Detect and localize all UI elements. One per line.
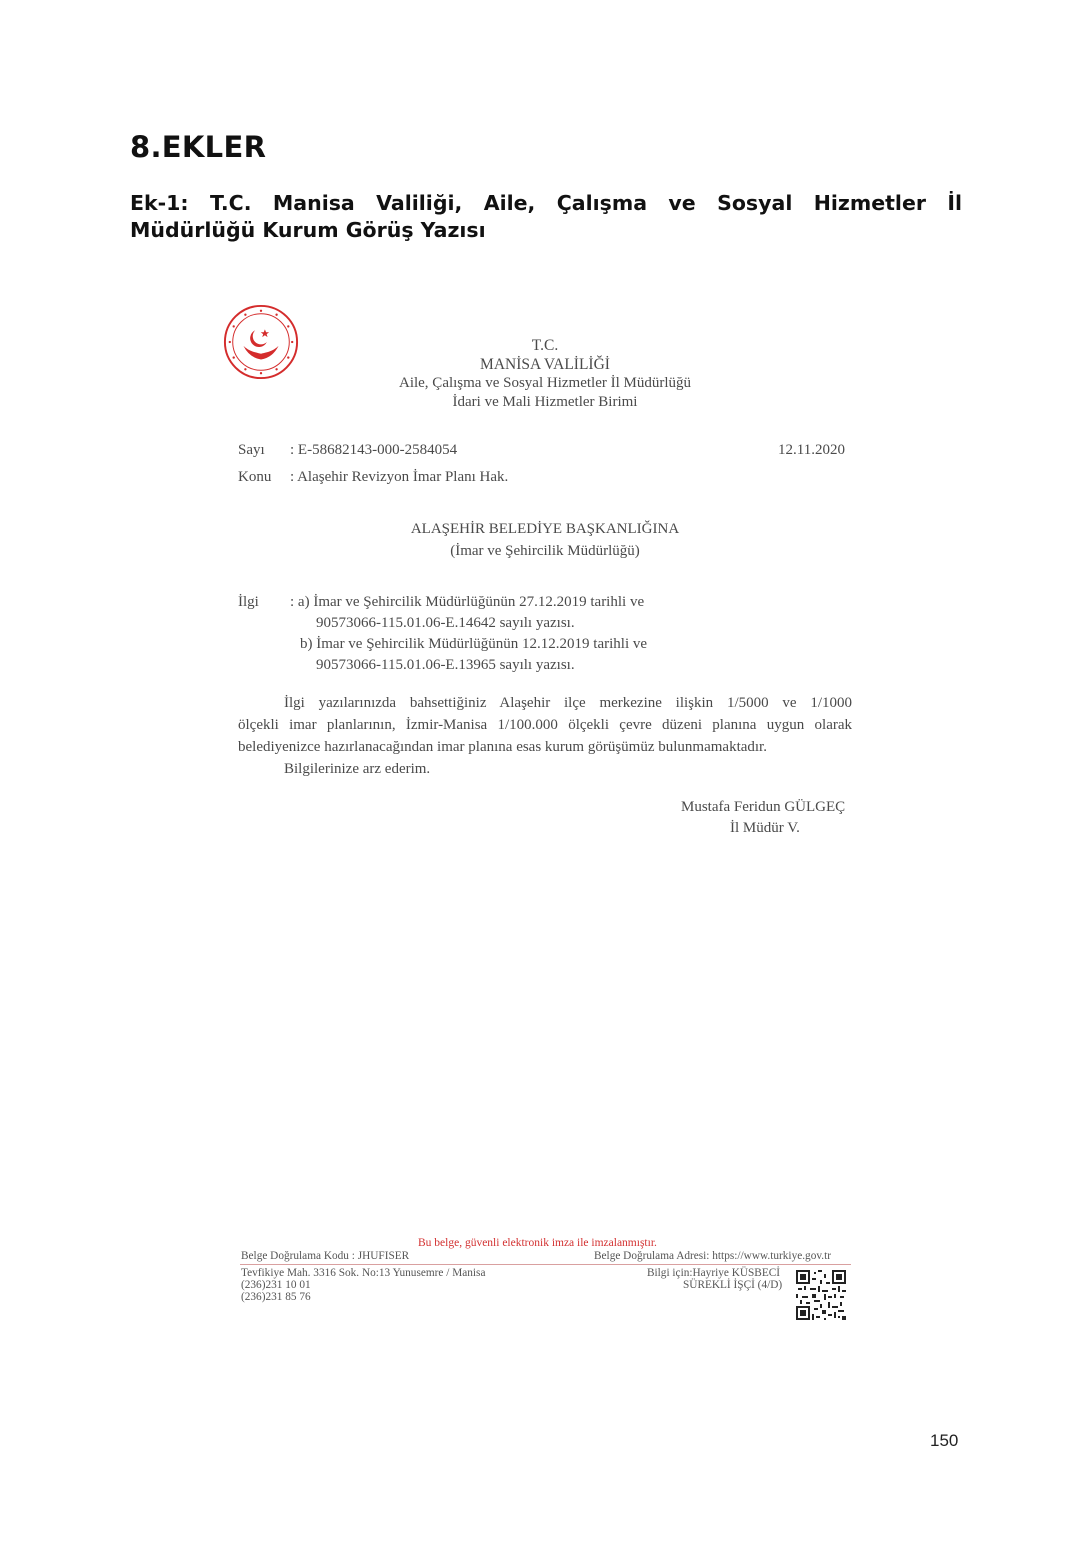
signer-name: Mustafa Feridun GÜLGEÇ: [681, 799, 846, 815]
sayi-value: : E-58682143-000-2584054: [290, 442, 458, 458]
letter-header-governorship: MANİSA VALİLİĞİ: [480, 356, 610, 373]
footer-divider: [240, 1264, 851, 1265]
footer-address: Tevfikiye Mah. 3316 Sok. No:13 Yunusemre / Manisa: [241, 1267, 486, 1279]
ministry-logo: [222, 303, 300, 381]
verify-code: Belge Doğrulama Kodu : JHUFISER: [241, 1250, 410, 1262]
ilgi-a-line2: 90573066-115.01.06-E.14642 sayılı yazısı.: [316, 615, 575, 631]
ilgi-b-line1: b) İmar ve Şehircilik Müdürlüğünün 12.12.2019 tarihli ve: [300, 636, 648, 652]
page-number: 150: [930, 1431, 959, 1450]
footer-phone2: (236)231 85 76: [241, 1291, 311, 1303]
section-title: 8.EKLER: [130, 130, 267, 164]
paragraph-line1: İlgi yazılarınızda bahsettiğiniz Alaşehir ilçe merkezine ilişkin 1/5000 ve 1/1000: [284, 695, 852, 711]
recipient-line2: (İmar ve Şehircilik Müdürlüğü): [450, 543, 640, 559]
qr-code: [796, 1270, 846, 1320]
paragraph-line2: ölçekli imar planlarının, İzmir-Manisa 1/100.000 ölçekli çevre düzeni planına uygun olarak: [238, 717, 852, 733]
konu-label: Konu: [238, 469, 272, 485]
letter-header-tc: T.C.: [531, 337, 559, 354]
footer-phone1: (236)231 10 01: [241, 1279, 311, 1291]
info-role: SÜREKLİ İŞÇİ (4/D): [683, 1279, 783, 1291]
konu-value: : Alaşehir Revizyon İmar Planı Hak.: [290, 469, 509, 485]
ilgi-label: İlgi: [238, 594, 259, 610]
sayi-label: Sayı: [238, 442, 265, 458]
ilgi-a-line1: : a) İmar ve Şehircilik Müdürlüğünün 27.12.2019 tarihli ve: [290, 594, 645, 610]
paragraph-line3: belediyenizce hazırlanacağından imar planına esas kurum görüşümüz bulunmamaktadır.: [238, 739, 767, 755]
section-subtitle: Ek-1: T.C. Manisa Valiliği, Aile, Çalışma ve Sosyal Hizmetler İl Müdürlüğü Kurum Görüş Yazısı: [130, 191, 962, 242]
signer-title: İl Müdür V.: [730, 820, 800, 836]
letter-header-unit: İdari ve Mali Hizmetler Birimi: [452, 394, 638, 410]
recipient-line1: ALAŞEHİR BELEDİYE BAŞKANLIĞINA: [410, 521, 680, 537]
info-contact: Bilgi için:Hayriye KÜSBECİ: [647, 1267, 781, 1279]
closing-line: Bilgilerinize arz ederim.: [284, 761, 431, 777]
ilgi-b-line2: 90573066-115.01.06-E.13965 sayılı yazısı.: [316, 657, 575, 673]
letter-header-directorate: Aile, Çalışma ve Sosyal Hizmetler İl Müdürlüğü: [398, 375, 692, 391]
verify-address: Belge Doğrulama Adresi: https://www.turkiye.gov.tr: [594, 1250, 831, 1262]
letter-date: 12.11.2020: [778, 442, 845, 458]
esign-note: Bu belge, güvenli elektronik imza ile imzalanmıştır.: [418, 1237, 657, 1249]
